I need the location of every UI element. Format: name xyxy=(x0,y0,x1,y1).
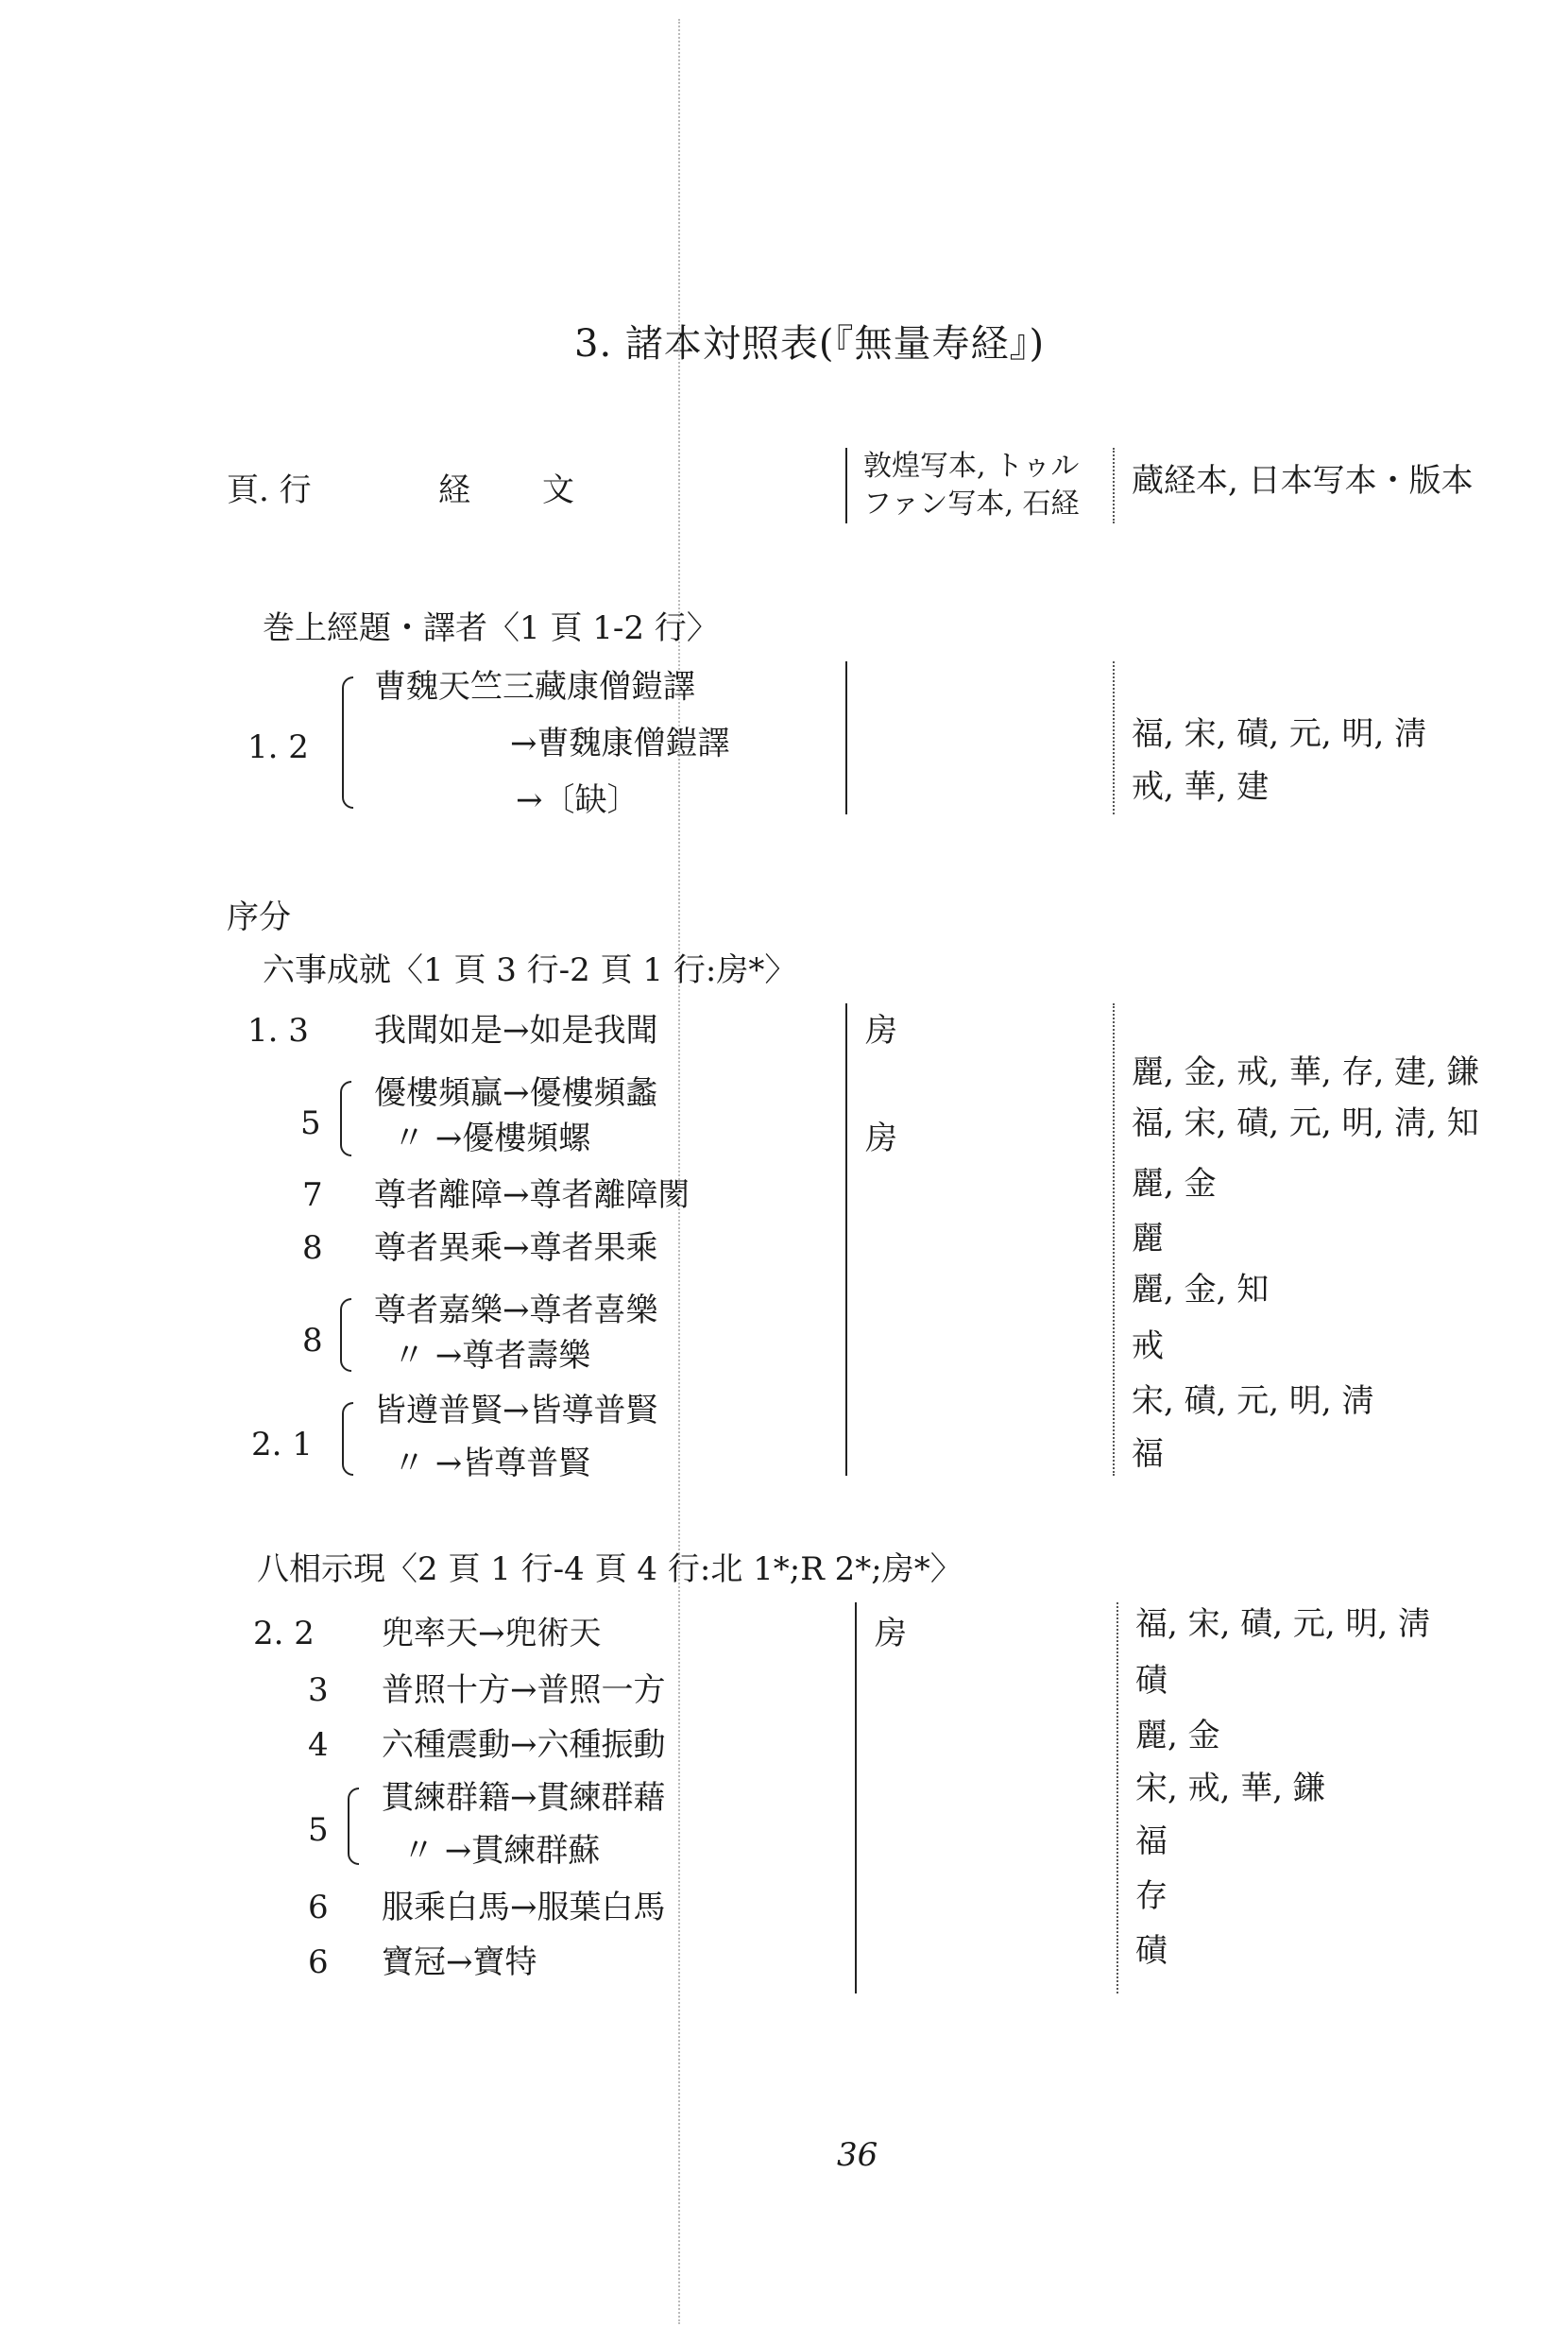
row-text: 我聞如是→如是我聞 xyxy=(374,1012,658,1050)
variant-list: 存 xyxy=(1135,1877,1167,1915)
row-ref: 2. 2 xyxy=(253,1615,315,1652)
variant-list: 福, 宋, 磧, 元, 明, 淸 xyxy=(1132,715,1427,753)
brace xyxy=(348,1788,359,1865)
brace xyxy=(340,1081,351,1156)
header-text-a: 経 xyxy=(438,471,470,509)
row-text: 尊者嘉樂→尊者喜樂 xyxy=(374,1292,658,1329)
row-text: 〃 →尊者壽樂 xyxy=(393,1337,591,1375)
header-dunhuang-1: 敦煌写本, トゥル xyxy=(863,450,1080,483)
variant-list: 麗, 金 xyxy=(1132,1165,1217,1203)
header-page-line: 頁. 行 xyxy=(227,471,312,509)
dunhuang-source: 房 xyxy=(865,1012,897,1050)
variant-list: 戒, 華, 建 xyxy=(1132,768,1270,806)
section-heading: 六事成就〈1 頁 3 行-2 頁 1 行:房*〉 xyxy=(263,951,797,989)
variant-list: 磧 xyxy=(1135,1932,1167,1970)
row-ref: 3 xyxy=(308,1671,329,1709)
row-text: 貫練群籍→貫練群藉 xyxy=(382,1779,666,1817)
header-dunhuang-2: ファン写本, 石経 xyxy=(863,488,1080,521)
row-text: 皆遵普賢→皆導普賢 xyxy=(374,1392,658,1429)
row-text: →曹魏康僧鎧譯 xyxy=(510,725,730,762)
row-text: 〃 →優樓頻螺 xyxy=(393,1120,591,1157)
header-divider xyxy=(845,448,847,523)
dunhuang-source: 房 xyxy=(875,1615,907,1652)
row-ref: 1. 2 xyxy=(247,728,309,766)
row-text: 兜率天→兜術天 xyxy=(382,1615,602,1652)
variant-list: 宋, 戒, 華, 鎌 xyxy=(1135,1770,1325,1807)
column-divider xyxy=(855,1602,857,1993)
row-text: 〃 →貫練群蘇 xyxy=(402,1832,601,1870)
row-ref: 6 xyxy=(308,1943,329,1981)
row-text: 尊者離障→尊者離障閡 xyxy=(374,1176,690,1214)
variant-list: 福 xyxy=(1132,1435,1164,1473)
row-ref: 8 xyxy=(302,1229,323,1267)
variant-list: 麗, 金, 知 xyxy=(1132,1271,1270,1309)
header-editions: 蔵経本, 日本写本・版本 xyxy=(1132,462,1474,500)
row-ref: 8 xyxy=(302,1322,323,1360)
row-text: 寶冠→寶特 xyxy=(382,1943,537,1981)
variant-list: 麗 xyxy=(1132,1220,1164,1258)
variant-list: 磧 xyxy=(1135,1662,1167,1700)
variant-list: 福 xyxy=(1135,1822,1167,1860)
column-divider xyxy=(1113,1003,1115,1476)
variant-list: 麗, 金, 戒, 華, 存, 建, 鎌 xyxy=(1132,1053,1479,1091)
row-text: 尊者異乘→尊者果乘 xyxy=(374,1229,658,1267)
row-text: 〃 →皆尊普賢 xyxy=(393,1445,591,1482)
brace xyxy=(342,676,353,809)
row-ref: 1. 3 xyxy=(247,1012,309,1050)
header-divider-2 xyxy=(1113,448,1115,523)
row-text: 優樓頻贏→優樓頻蠡 xyxy=(374,1074,658,1112)
dunhuang-source: 房 xyxy=(865,1120,897,1157)
brace xyxy=(342,1402,353,1476)
row-text: 曹魏天竺三藏康僧鎧譯 xyxy=(374,668,695,706)
variant-list: 福, 宋, 磧, 元, 明, 淸, 知 xyxy=(1132,1104,1479,1142)
column-divider xyxy=(1113,661,1115,814)
variant-list: 福, 宋, 磧, 元, 明, 淸 xyxy=(1135,1605,1431,1643)
row-ref: 2. 1 xyxy=(251,1426,313,1463)
row-text: 六種震動→六種振動 xyxy=(382,1726,666,1764)
header-text-b: 文 xyxy=(542,471,574,509)
row-text: 服乘白馬→服葉白馬 xyxy=(382,1889,666,1926)
row-text: 普照十方→普照一方 xyxy=(382,1671,666,1709)
variant-list: 宋, 磧, 元, 明, 淸 xyxy=(1132,1382,1374,1420)
page-number: 36 xyxy=(837,2136,878,2174)
section-heading: 八相示現〈2 頁 1 行-4 頁 4 行:北 1*;R 2*;房*〉 xyxy=(257,1550,963,1588)
section-heading: 序分 xyxy=(227,898,291,936)
fold-line xyxy=(678,19,680,2324)
section-heading: 巻上經題・譯者〈1 頁 1-2 行〉 xyxy=(263,609,719,647)
column-divider xyxy=(845,1003,847,1476)
page-title: 3. 諸本対照表(『無量寿経』) xyxy=(574,322,1046,366)
row-ref: 5 xyxy=(308,1811,329,1849)
variant-list: 麗, 金 xyxy=(1135,1717,1220,1754)
row-ref: 4 xyxy=(308,1726,329,1764)
row-ref: 5 xyxy=(300,1104,321,1142)
variant-list: 戒 xyxy=(1132,1327,1164,1365)
row-ref: 7 xyxy=(302,1176,323,1214)
brace xyxy=(340,1298,351,1372)
column-divider xyxy=(845,661,847,814)
row-ref: 6 xyxy=(308,1889,329,1926)
column-divider xyxy=(1116,1602,1118,1993)
row-text: →〔缺〕 xyxy=(516,781,639,819)
